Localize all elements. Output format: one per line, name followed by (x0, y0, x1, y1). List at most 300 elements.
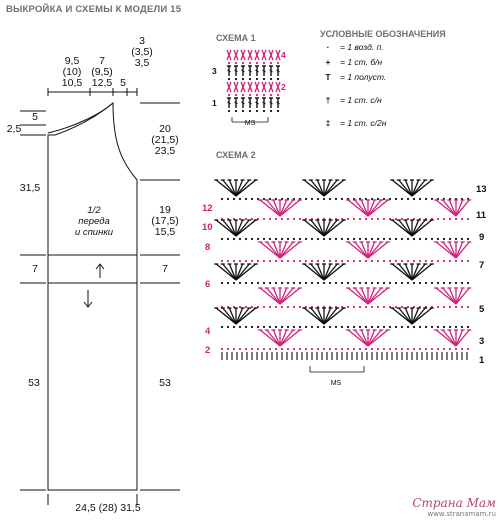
chain-dot (257, 238, 259, 240)
plus-icon: + (325, 57, 331, 67)
schema1-title: СХЕМА 1 (216, 33, 256, 43)
chain-dot (431, 238, 433, 240)
chain-dot (239, 238, 241, 240)
stitch-mark (223, 264, 236, 280)
chain-dot (419, 238, 421, 240)
chain-dot (395, 348, 397, 350)
stitch-mark (267, 330, 280, 346)
chain-dot (383, 198, 385, 200)
stitch-mark (223, 308, 236, 324)
dim-left-lower: 53 (28, 377, 40, 389)
chain-dot (383, 238, 385, 240)
chain-dot (263, 238, 265, 240)
chain-dot (443, 260, 445, 262)
chain-dot (335, 282, 337, 284)
chain-dot (389, 348, 391, 350)
schema1-row-1: 1 (212, 98, 217, 108)
chain-dot (419, 260, 421, 262)
chain-dot (281, 218, 283, 220)
chain-dot (269, 198, 271, 200)
legend-label: = 1 возд. п. (340, 42, 384, 52)
chain-dot (461, 260, 463, 262)
chain-dot (449, 326, 451, 328)
chain-dot (293, 306, 295, 308)
chain-dot (371, 238, 373, 240)
chain-dot (305, 326, 307, 328)
chain-dot (317, 282, 319, 284)
chain-dot (281, 260, 283, 262)
stitch-mark (456, 330, 463, 346)
schema2-row-4: 4 (205, 326, 211, 337)
chain-dot (449, 306, 451, 308)
stitch-mark (443, 330, 456, 346)
chain-dot (251, 198, 253, 200)
chain-dot (377, 218, 379, 220)
chain-dot (437, 326, 439, 328)
chain-dot (245, 348, 247, 350)
chain-dot (377, 326, 379, 328)
chain-dot (323, 238, 325, 240)
stitch-mark (399, 220, 412, 236)
chain-dot (437, 238, 439, 240)
schema2-row-10: 10 (202, 222, 213, 233)
chain-dot (413, 260, 415, 262)
chain-dot (395, 282, 397, 284)
chain-dot (227, 282, 229, 284)
chain-dot (299, 306, 301, 308)
chain-dot (371, 326, 373, 328)
chain-dot (467, 348, 469, 350)
schema2-row-5: 5 (479, 304, 485, 315)
chain-dot (299, 282, 301, 284)
chain-dot (401, 198, 403, 200)
stitch-mark (223, 180, 236, 196)
schema2-row-3: 3 (479, 336, 485, 347)
chain-dot (467, 282, 469, 284)
chain-dot (383, 260, 385, 262)
chain-dot (359, 306, 361, 308)
chain-dot (239, 198, 241, 200)
chain-dot (461, 218, 463, 220)
watermark-site: www.stranamam.ru (427, 510, 496, 518)
chain-dot (251, 238, 253, 240)
chain-dot (395, 218, 397, 220)
chain-dot (251, 306, 253, 308)
chain-dot (401, 306, 403, 308)
chain-dot (407, 238, 409, 240)
chain-dot (263, 348, 265, 350)
chain-dot (269, 348, 271, 350)
chain-dot (341, 282, 343, 284)
watermark-logo (412, 496, 496, 518)
chain-dot (449, 238, 451, 240)
chain-dot (443, 326, 445, 328)
chain-dot (293, 348, 295, 350)
dim-left-shoulder: 2,5 (6, 123, 22, 135)
chain-dot (341, 326, 343, 328)
chain-dot (311, 282, 313, 284)
chain-dot (299, 238, 301, 240)
chain-dot (365, 306, 367, 308)
dim-right-lower: 53 (159, 377, 171, 389)
chain-dot (395, 198, 397, 200)
chain-dot (377, 238, 379, 240)
chain-dot (449, 218, 451, 220)
chain-dot (311, 326, 313, 328)
chain-dot (377, 348, 379, 350)
chain-dot (383, 306, 385, 308)
chain-dot (467, 218, 469, 220)
chain-dot (299, 348, 301, 350)
chain-dot (317, 238, 319, 240)
stitch-mark (399, 264, 412, 280)
schema2-stitches (214, 180, 471, 372)
chain-dot (377, 282, 379, 284)
chain-dot (251, 282, 253, 284)
chain-dot (377, 198, 379, 200)
dim-left-upper: 31,5 (19, 182, 41, 194)
chain-dot (269, 260, 271, 262)
dim-right-band: 7 (162, 263, 168, 275)
chain-dot (251, 218, 253, 220)
chain-dot (335, 260, 337, 262)
chain-dot (287, 306, 289, 308)
chain-dot (455, 260, 457, 262)
chain-dot (287, 282, 289, 284)
chain-dot (239, 348, 241, 350)
chain-dot (359, 260, 361, 262)
stitch-mark (443, 242, 456, 258)
chain-dot (365, 238, 367, 240)
chain-dot (419, 348, 421, 350)
chain-dot (461, 306, 463, 308)
chain-dot (443, 306, 445, 308)
chain-dot (323, 198, 325, 200)
chain-dot (413, 238, 415, 240)
schema1-row-2: 2 (281, 82, 286, 92)
chain-dot (305, 198, 307, 200)
chain-dot (365, 218, 367, 220)
chain-dot (227, 198, 229, 200)
chain-dot (323, 260, 325, 262)
chain-dot (371, 348, 373, 350)
chain-dot (443, 282, 445, 284)
chain-dot (461, 282, 463, 284)
chain-dot (431, 348, 433, 350)
chain-dot (221, 260, 223, 262)
chain-dot (233, 326, 235, 328)
schema1-row-3: 3 (212, 66, 217, 76)
chain-dot (371, 306, 373, 308)
dim-right-side: 19 (17,5) 15,5 (151, 204, 179, 238)
page-title: ВЫКРОЙКА И СХЕМЫ К МОДЕЛИ 15 (6, 4, 182, 15)
schema2-ms: MS (330, 380, 342, 387)
legend-title: УСЛОВНЫЕ ОБОЗНАЧЕНИЯ (320, 29, 446, 39)
stitch-mark (355, 242, 368, 258)
chain-dot (449, 348, 451, 350)
chain-dot (467, 260, 469, 262)
chain-dot (407, 326, 409, 328)
legend-label: = 1 ст. б/н (340, 57, 383, 67)
chain-dot (377, 306, 379, 308)
dim-right-armhole: 20 (21,5) 23,5 (151, 123, 179, 157)
chain-dot (275, 326, 277, 328)
chain-dot (455, 326, 457, 328)
chain-dot (245, 306, 247, 308)
chain-dot (281, 282, 283, 284)
chain-dot (221, 238, 223, 240)
chain-dot (359, 218, 361, 220)
chain-dot (293, 282, 295, 284)
chain-dot (293, 260, 295, 262)
chain-dot (227, 348, 229, 350)
chain-dot (293, 218, 295, 220)
chain-dot (359, 282, 361, 284)
stitch-mark (399, 308, 412, 324)
chain-dot (335, 238, 337, 240)
chain-dot (467, 326, 469, 328)
chain-dot (449, 260, 451, 262)
chain-dot (407, 260, 409, 262)
piece-label: 1/2 переда и спинки (74, 205, 114, 238)
chain-dot (395, 260, 397, 262)
chain-dot (419, 282, 421, 284)
chain-dot (353, 218, 355, 220)
chain-dot (275, 238, 277, 240)
chain-dot (359, 238, 361, 240)
chain-dot (425, 260, 427, 262)
chain-dot (239, 260, 241, 262)
stitch-mark (456, 242, 463, 258)
chain-dot (353, 326, 355, 328)
chain-dot (455, 306, 457, 308)
chain-dot (365, 282, 367, 284)
chain-dot (413, 326, 415, 328)
chain-dot (329, 198, 331, 200)
stitch-mark (355, 330, 368, 346)
chain-dot (437, 348, 439, 350)
chain-dot (401, 260, 403, 262)
chain-dot (455, 282, 457, 284)
chain-dot (365, 348, 367, 350)
dot-icon: · (326, 42, 330, 52)
dim-shoulder: 9,5 (10) 10,5 (61, 55, 83, 89)
schema2-title: СХЕМА 2 (216, 150, 256, 160)
schema2-row-11: 11 (476, 210, 487, 221)
chain-dot (425, 282, 427, 284)
stitch-mark (311, 308, 324, 324)
stitch-mark (456, 330, 469, 346)
chain-dot (335, 326, 337, 328)
chain-dot (437, 282, 439, 284)
dim-bottom-width: 24,5 (28) 31,5 (75, 502, 141, 514)
chain-dot (335, 198, 337, 200)
schema2-row-7: 7 (479, 260, 485, 271)
chain-dot (269, 238, 271, 240)
chain-dot (227, 260, 229, 262)
chain-dot (299, 260, 301, 262)
chain-dot (413, 348, 415, 350)
chain-dot (317, 198, 319, 200)
chain-dot (401, 282, 403, 284)
chain-dot (389, 326, 391, 328)
chain-dot (425, 348, 427, 350)
chain-dot (371, 260, 373, 262)
chain-dot (443, 238, 445, 240)
chain-dot (257, 348, 259, 350)
chain-dot (431, 260, 433, 262)
chain-dot (305, 348, 307, 350)
chain-dot (311, 260, 313, 262)
chain-dot (407, 282, 409, 284)
chain-dot (317, 260, 319, 262)
chain-dot (443, 218, 445, 220)
stitch-mark (311, 264, 324, 280)
schema2-row-12: 12 (202, 203, 213, 214)
chain-dot (467, 306, 469, 308)
chain-dot (287, 218, 289, 220)
chain-dot (431, 282, 433, 284)
chain-dot (365, 326, 367, 328)
chain-dot (443, 348, 445, 350)
chain-dot (263, 306, 265, 308)
stitch-mark (456, 288, 469, 304)
chain-dot (329, 326, 331, 328)
chain-dot (401, 238, 403, 240)
chain-dot (263, 326, 265, 328)
chain-dot (371, 218, 373, 220)
chain-dot (335, 348, 337, 350)
chain-dot (425, 238, 427, 240)
stitch-mark (443, 200, 456, 216)
chain-dot (347, 238, 349, 240)
chain-dot (347, 326, 349, 328)
chain-dot (329, 260, 331, 262)
chain-dot (347, 282, 349, 284)
chain-dot (269, 218, 271, 220)
chain-dot (263, 198, 265, 200)
chain-dot (227, 238, 229, 240)
chain-dot (329, 282, 331, 284)
watermark-brand: Страна Мам (412, 496, 496, 510)
chain-dot (359, 348, 361, 350)
chain-dot (263, 260, 265, 262)
chain-dot (287, 260, 289, 262)
chain-dot (305, 238, 307, 240)
chain-dot (263, 282, 265, 284)
stitch-mark (456, 200, 463, 216)
legend-label: = 1 ст. с/2н (340, 118, 387, 128)
stitch-mark (267, 242, 280, 258)
chain-dot (233, 282, 235, 284)
chain-dot (395, 326, 397, 328)
chain-dot (233, 198, 235, 200)
chain-dot (347, 218, 349, 220)
chain-dot (275, 218, 277, 220)
chain-dot (323, 348, 325, 350)
chain-dot (341, 260, 343, 262)
chain-dot (347, 348, 349, 350)
dim-left-neck: 5 (32, 111, 38, 123)
stitch-mark (311, 220, 324, 236)
chain-dot (401, 348, 403, 350)
chain-dot (419, 326, 421, 328)
dc-stitch-icon: † (325, 95, 331, 105)
chain-dot (239, 282, 241, 284)
schema1-ms: MS (244, 120, 256, 127)
chain-dot (467, 238, 469, 240)
chain-dot (221, 348, 223, 350)
chain-dot (353, 282, 355, 284)
chain-dot (245, 282, 247, 284)
stitch-mark (355, 288, 368, 304)
t-stitch-icon: T (325, 72, 331, 82)
chain-dot (377, 260, 379, 262)
chain-dot (341, 238, 343, 240)
chain-dot (359, 326, 361, 328)
chain-dot (281, 306, 283, 308)
schema1-row-4: 4 (281, 50, 286, 60)
chain-dot (353, 348, 355, 350)
chain-dot (269, 306, 271, 308)
chain-dot (323, 326, 325, 328)
chain-dot (323, 282, 325, 284)
chain-dot (287, 348, 289, 350)
chain-dot (395, 306, 397, 308)
chain-dot (245, 260, 247, 262)
chain-dot (221, 282, 223, 284)
chain-dot (311, 348, 313, 350)
chain-dot (275, 306, 277, 308)
chain-dot (233, 260, 235, 262)
chain-dot (389, 260, 391, 262)
chain-dot (401, 326, 403, 328)
chain-dot (311, 198, 313, 200)
stitch-mark (456, 288, 463, 304)
chain-dot (425, 198, 427, 200)
chain-dot (425, 326, 427, 328)
chain-dot (233, 238, 235, 240)
chain-dot (383, 282, 385, 284)
chain-dot (275, 348, 277, 350)
chain-dot (431, 198, 433, 200)
chain-dot (287, 326, 289, 328)
chain-dot (263, 218, 265, 220)
chain-dot (455, 348, 457, 350)
chain-dot (329, 238, 331, 240)
schema2-row-1: 1 (479, 355, 485, 366)
chain-dot (251, 260, 253, 262)
chain-dot (245, 198, 247, 200)
chain-dot (353, 306, 355, 308)
chain-dot (311, 238, 313, 240)
chain-dot (233, 348, 235, 350)
chain-dot (353, 260, 355, 262)
chain-dot (341, 348, 343, 350)
chain-dot (227, 326, 229, 328)
chain-dot (281, 348, 283, 350)
chain-dot (395, 238, 397, 240)
chain-dot (245, 326, 247, 328)
chain-dot (365, 260, 367, 262)
chain-dot (317, 326, 319, 328)
chain-dot (455, 238, 457, 240)
chain-dot (437, 218, 439, 220)
chain-dot (419, 198, 421, 200)
legend-label: = 1 полуст. (340, 72, 387, 82)
chain-dot (347, 306, 349, 308)
chain-dot (245, 238, 247, 240)
